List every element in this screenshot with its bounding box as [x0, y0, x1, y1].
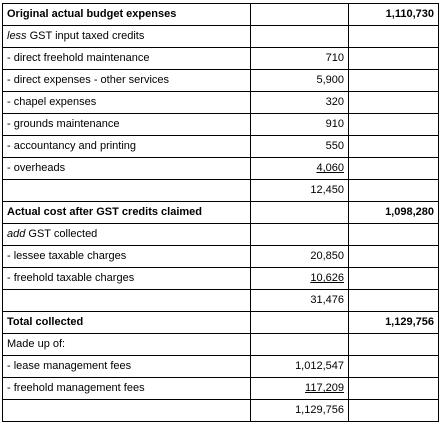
row-label-cell: [3, 70, 251, 92]
table-row: [3, 92, 439, 114]
table-row: [3, 26, 439, 48]
row-amount-cell: [251, 378, 349, 400]
row-label: - grounds maintenance: [7, 118, 120, 130]
row-label: - lease management fees: [7, 360, 132, 372]
row-amount-cell: [251, 400, 349, 422]
row-label-cell: [3, 48, 251, 70]
row-label-cell: [3, 378, 251, 400]
row-label-cell: [3, 4, 251, 26]
row-label: - overheads: [7, 162, 66, 174]
row-amount-cell: [251, 312, 349, 334]
row-label: Original actual budget expenses: [7, 8, 177, 20]
row-amount-cell: [251, 224, 349, 246]
row-amount: 4,060: [316, 162, 344, 174]
row-total-cell: [349, 92, 439, 114]
row-label-cell: [3, 400, 251, 422]
row-amount: 710: [325, 52, 344, 64]
row-amount-cell: [251, 334, 349, 356]
row-amount-cell: [251, 48, 349, 70]
table-row: [3, 224, 439, 246]
table-row: [3, 4, 439, 26]
row-amount-cell: [251, 202, 349, 224]
row-label: - direct freehold maintenance: [7, 52, 150, 64]
row-amount-cell: [251, 180, 349, 202]
table-row: [3, 334, 439, 356]
row-amount-cell: [251, 268, 349, 290]
table-row: [3, 158, 439, 180]
table-row: [3, 268, 439, 290]
table-row: [3, 400, 439, 422]
row-total-cell: [349, 400, 439, 422]
row-label-cell: [3, 202, 251, 224]
row-amount: 320: [325, 96, 344, 108]
row-total-cell: [349, 378, 439, 400]
row-total-cell: [349, 334, 439, 356]
row-amount: 550: [325, 140, 344, 152]
row-label: Total collected: [7, 316, 84, 328]
row-amount-cell: [251, 70, 349, 92]
row-amount: 1,129,756: [295, 404, 344, 416]
table-row: [3, 136, 439, 158]
row-total-cell: [349, 246, 439, 268]
row-total-cell: [349, 202, 439, 224]
row-total: 1,098,280: [385, 206, 434, 218]
row-label-cell: [3, 246, 251, 268]
row-amount: 910: [325, 118, 344, 130]
row-label: Actual cost after GST credits claimed: [7, 206, 203, 218]
row-label-cell: [3, 334, 251, 356]
row-total-cell: [349, 114, 439, 136]
table-row: [3, 114, 439, 136]
row-label-prefix: less: [7, 30, 27, 42]
row-label-cell: [3, 268, 251, 290]
row-amount-cell: [251, 26, 349, 48]
row-total-cell: [349, 158, 439, 180]
table-row: [3, 70, 439, 92]
table-row: [3, 202, 439, 224]
row-amount: 117,209: [305, 382, 344, 394]
row-label-cell: [3, 26, 251, 48]
row-amount: 20,850: [310, 250, 344, 262]
row-amount-cell: [251, 356, 349, 378]
row-amount-cell: [251, 114, 349, 136]
row-label-prefix: add: [7, 228, 26, 240]
row-amount-cell: [251, 136, 349, 158]
table-row: [3, 246, 439, 268]
row-amount-cell: [251, 158, 349, 180]
table-row: [3, 290, 439, 312]
row-label: - freehold taxable charges: [7, 272, 135, 284]
row-label-cell: [3, 92, 251, 114]
row-total-cell: [349, 70, 439, 92]
row-total-cell: [349, 136, 439, 158]
row-label-cell: [3, 312, 251, 334]
row-label: - freehold management fees: [7, 382, 145, 394]
row-label-cell: [3, 136, 251, 158]
row-amount-cell: [251, 290, 349, 312]
budget-table-body: [3, 4, 439, 422]
row-amount: 10,626: [310, 272, 344, 284]
row-total-cell: [349, 26, 439, 48]
row-label-cell: [3, 158, 251, 180]
row-amount: 5,900: [316, 74, 344, 86]
table-row: [3, 48, 439, 70]
row-label-cell: [3, 224, 251, 246]
row-total-cell: [349, 268, 439, 290]
table-row: [3, 378, 439, 400]
row-amount-cell: [251, 4, 349, 26]
row-total: 1,110,730: [385, 8, 434, 20]
row-total-cell: [349, 48, 439, 70]
budget-table: [2, 3, 439, 422]
row-total-cell: [349, 224, 439, 246]
row-amount: 1,012,547: [295, 360, 344, 372]
row-amount-cell: [251, 246, 349, 268]
row-label: GST collected: [25, 228, 98, 240]
table-row: [3, 312, 439, 334]
row-amount: 12,450: [310, 184, 344, 196]
row-total-cell: [349, 180, 439, 202]
row-label: Made up of:: [7, 338, 66, 350]
row-label: GST input taxed credits: [26, 30, 145, 42]
row-label: - accountancy and printing: [7, 140, 137, 152]
table-row: [3, 356, 439, 378]
row-total-cell: [349, 4, 439, 26]
row-total-cell: [349, 290, 439, 312]
row-total-cell: [349, 312, 439, 334]
row-label-cell: [3, 180, 251, 202]
row-label-cell: [3, 114, 251, 136]
row-label-cell: [3, 290, 251, 312]
row-label: - direct expenses - other services: [7, 74, 170, 86]
row-label: - chapel expenses: [7, 96, 97, 108]
row-total: 1,129,756: [385, 316, 434, 328]
row-amount: 31,476: [310, 294, 344, 306]
row-label: - lessee taxable charges: [7, 250, 127, 262]
row-label-cell: [3, 356, 251, 378]
row-amount-cell: [251, 92, 349, 114]
row-total-cell: [349, 356, 439, 378]
table-row: [3, 180, 439, 202]
